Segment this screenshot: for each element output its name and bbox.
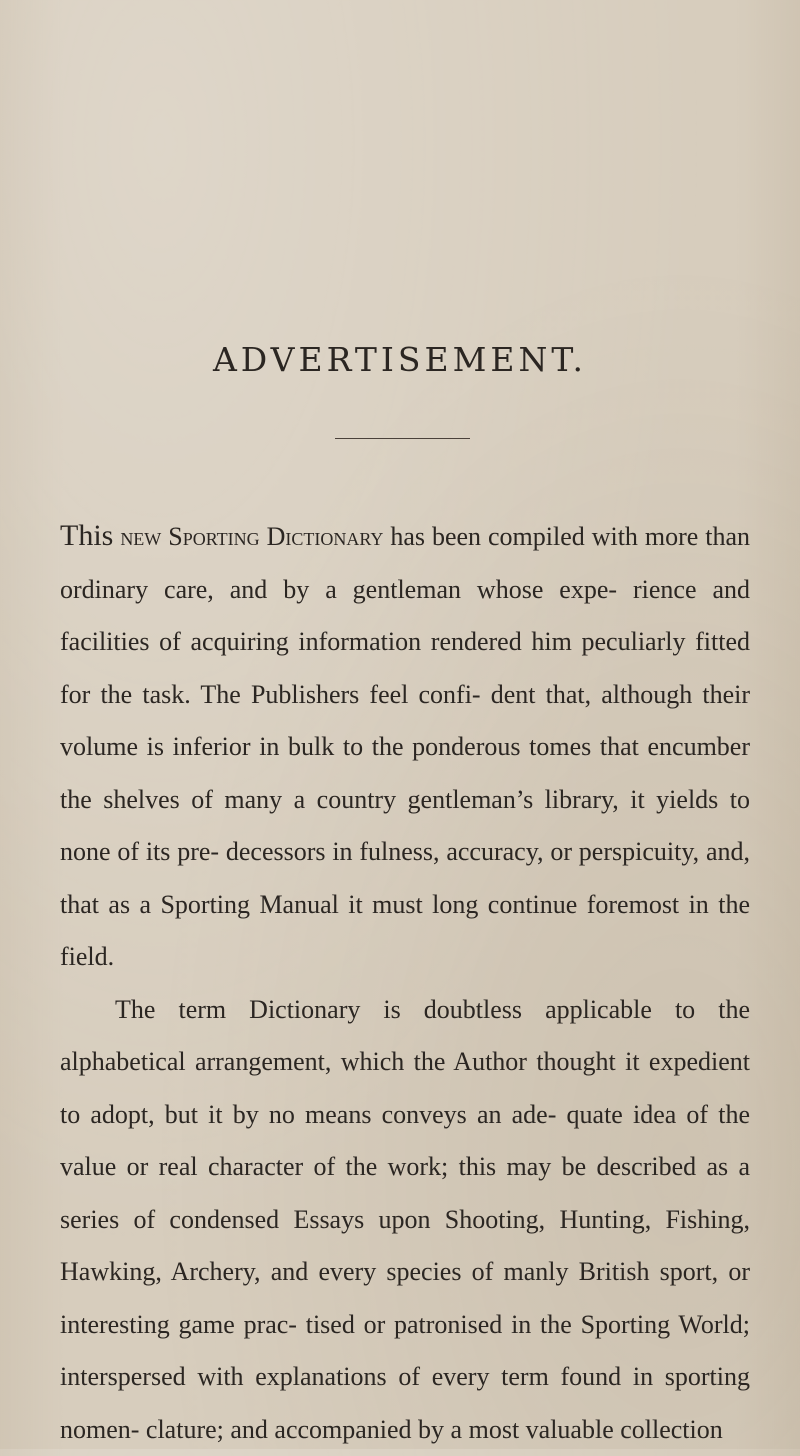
paragraph-2-text: The term Dictionary is doubtless applicable to the alphabetical arrangement, which the Author thought it expedient to adopt, but it by no means conveys an ade- quate idea of the value or real character of the work; this may be described as a series of condensed Essays upon Shooting, Hunting, Fishing, Hawking, Archery, and every species of manly British sport, or interesting game prac- tised or patronised in the Sporting World; interspersed with explanations of every term found in sporting nomen- clature; and accompanied by a most valuable collection [60,995,750,1444]
body-text [60,510,750,1456]
paragraph-2 [60,984,750,1456]
paragraph-1 [60,510,750,984]
paragraph-1-lead: This [60,519,113,552]
paragraph-1-lead-smallcaps: new Sporting Dictionary [120,522,383,551]
title-divider [335,438,470,439]
paragraph-1-text: has been compiled with more than ordinary care, and by a gentleman whose expe- rience and facilities of acquiring information rendered him peculiarly fitted for the task. The Publishers feel confi- dent that, although their volume is inferior in bulk to the ponderous tomes that encumber the shelves of many a country gentleman’s library, it yields to none of its pre- decessors in fulness, accuracy, or perspicuity, and, that as a Sporting Manual it must long continue foremost in the field. [60,522,750,971]
page-title: ADVERTISEMENT. [0,340,800,379]
